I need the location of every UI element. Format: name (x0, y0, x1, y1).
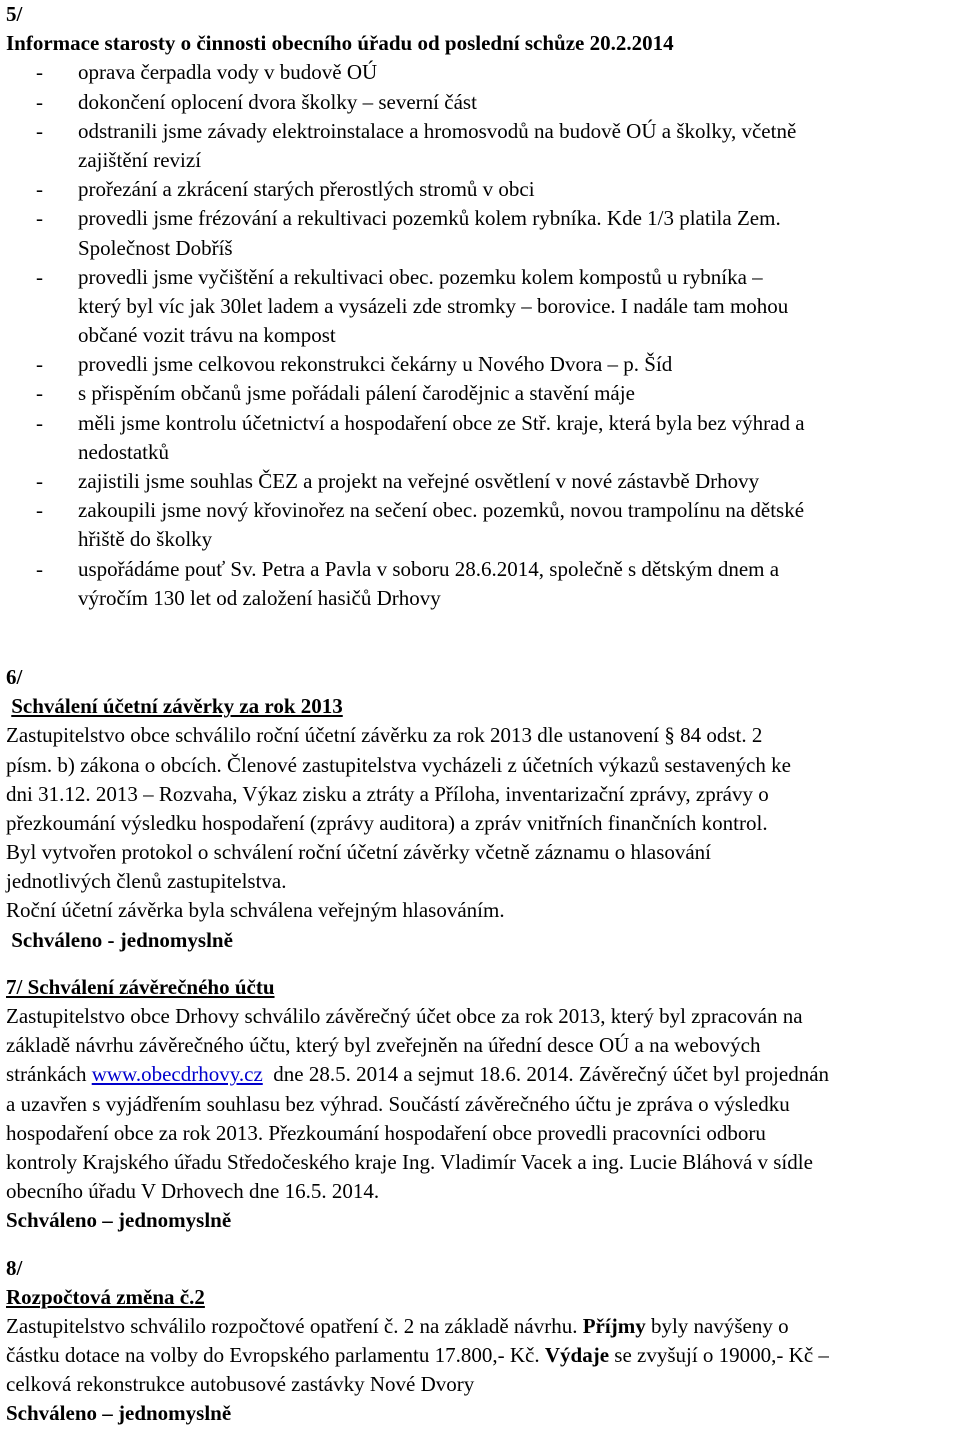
spacer (6, 1236, 958, 1254)
list-dash: - (36, 206, 43, 231)
section-5-number: 5/ (6, 2, 23, 26)
section-8-line2-pre: částku dotace na volby do Evropského parlamentu 17.800,- Kč. (6, 1343, 545, 1368)
paragraph-line: dni 31.12. 2013 – Rozvaha, Výkaz zisku a ztráty a Příloha, inventarizační zprávy, zprávy o (6, 781, 769, 806)
list-dash: - (36, 469, 43, 493)
list-item-line: zakoupili jsme nový křovinořez na sečení obec. pozemků, novou trampolínu na dětské (78, 498, 805, 523)
list-dash: - (36, 352, 43, 377)
list-item (6, 88, 958, 117)
section-8 (6, 1254, 958, 1429)
list-dash: - (36, 264, 43, 289)
paragraph-line: a uzavřen s vyjádřením souhlasu bez výhrad. Součástí závěrečného účtu je zpráva o výsledku (6, 1091, 790, 1116)
list-item (6, 58, 958, 87)
paragraph-line: Zastupitelstvo obce Drhovy schválilo závěrečný účet obce za rok 2013, který byl zpracován na (6, 1004, 803, 1028)
section-8-line2-post: se zvyšují o 19000,- Kč – (609, 1343, 829, 1368)
document-page (6, 0, 958, 1429)
list-item-line: výročím 130 let od založení hasičů Drhovy (78, 585, 441, 610)
website-link[interactable]: www.obecdrhovy.cz (91, 1062, 263, 1087)
paragraph-line: hospodaření obce za rok 2013. Přezkoumání hospodaření obce provedli pracovníci odboru (6, 1120, 766, 1145)
section-7-body-1 (6, 1002, 958, 1060)
list-item (6, 350, 958, 379)
list-dash: - (36, 556, 43, 581)
list-dash: - (36, 381, 43, 406)
section-5 (6, 0, 958, 613)
spacer (6, 613, 958, 663)
list-item-line: provedli jsme celkovou rekonstrukci čekárny u Nového Dvora – p. Šíd (78, 352, 673, 377)
list-item (6, 467, 958, 496)
list-item-line: nedostatků (78, 439, 169, 464)
section-7-line3-pre: stránkách (6, 1062, 92, 1087)
paragraph-line: kontroly Krajského úřadu Středočeského kraje Ing. Vladimír Vacek a ing. Lucie Bláhová v sídle (6, 1149, 813, 1174)
list-dash: - (36, 60, 43, 85)
prijmy-label: Příjmy (582, 1313, 646, 1338)
list-item-line: provedli jsme frézování a rekultivaci pozemků kolem rybníka. Kde 1/3 platila Zem. (78, 206, 781, 231)
list-item-line: prořezání a zkrácení starých přerostlých stromů v obci (78, 177, 535, 202)
section-6-number: 6/ (6, 664, 23, 689)
list-item-line: který byl víc jak 30let ladem a vysázeli zde stromky – borovice. I nadále tam mohou (78, 293, 789, 318)
list-item-line: občané vozit trávu na kompost (78, 323, 336, 348)
list-item-line: s přispěním občanů jsme pořádali pálení čarodějnic a stavění máje (78, 381, 635, 406)
section-7-link-line (6, 1060, 958, 1089)
list-item-line: hřiště do školky (78, 527, 213, 552)
list-item-line: uspořádáme pouť Sv. Petra a Pavla v soboru 28.6.2014, společně s dětským dnem a (78, 556, 780, 581)
paragraph-line: jednotlivých členů zastupitelstva. (6, 869, 287, 894)
section-6-heading: Schválení účetní závěrky za rok 2013 (11, 694, 343, 719)
paragraph-line: Zastupitelstvo obce schválilo roční účetní závěrku za rok 2013 dle ustanovení § 84 odst. 2 (6, 723, 763, 748)
section-8-line-3: celková rekonstrukce autobusové zastávky Nové Dvory (6, 1372, 475, 1397)
list-item-line: zajištění revizí (78, 147, 202, 172)
list-item (6, 555, 958, 613)
list-dash: - (36, 89, 43, 114)
paragraph-line: písm. b) zákona o obcích. Členové zastupitelstva vycházeli z účetních výkazů sestavených ke (6, 752, 791, 777)
list-item (6, 117, 958, 175)
paragraph-line: základě návrhu závěrečného účtu, který byl zveřejněn na úřední desce OÚ a na webových (6, 1033, 761, 1058)
section-7-line3-post: dne 28.5. 2014 a sejmut 18.6. 2014. Závěrečný účet byl projednán (262, 1062, 830, 1087)
section-6-heading-line (6, 692, 958, 721)
section-8-result: Schváleno – jednomyslně (6, 1401, 232, 1426)
list-item (6, 379, 958, 408)
list-item-line: Společnost Dobříš (78, 235, 233, 260)
paragraph-line: Roční účetní závěrka byla schválena veřejným hlasováním. (6, 898, 505, 923)
list-dash: - (36, 177, 43, 202)
section-6-body (6, 721, 958, 925)
paragraph-line: Byl vytvořen protokol o schválení roční účetní závěrky včetně záznamu o hlasování (6, 840, 712, 865)
list-dash: - (36, 410, 43, 435)
paragraph-line: obecního úřadu V Drhovech dne 16.5. 2014. (6, 1179, 380, 1204)
list-item-line: dokončení oplocení dvora školky – severní část (78, 89, 477, 114)
section-6-result-text: Schváleno - jednomyslně (11, 927, 233, 952)
list-item-line: měli jsme kontrolu účetnictví a hospodaření obce ze Stř. kraje, která byla bez výhrad a (78, 410, 805, 435)
list-item-line: provedli jsme vyčištění a rekultivaci obec. pozemku kolem kompostů u rybníka – (78, 264, 763, 289)
section-8-line-1 (6, 1312, 958, 1341)
paragraph-line: přezkoumání výsledku hospodaření (zprávy auditora) a zpráv vnitřních finančních kontrol. (6, 810, 768, 835)
list-item-line: oprava čerpadla vody v budově OÚ (78, 60, 378, 85)
section-8-number: 8/ (6, 1255, 23, 1280)
list-item (6, 409, 958, 467)
section-5-list (6, 58, 958, 613)
list-item (6, 204, 958, 262)
section-5-heading: Informace starosty o činnosti obecního úřadu od poslední schůze 20.2.2014 (6, 31, 674, 56)
section-8-line1-post: byly navýšeny o (645, 1313, 789, 1338)
section-8-line-2 (6, 1341, 958, 1370)
spacer (6, 955, 958, 973)
list-item-line: odstranili jsme závady elektroinstalace a hromosvodů na budově OÚ a školky, včetně (78, 118, 797, 143)
section-7-heading: 7/ Schválení závěrečného účtu (6, 974, 275, 999)
section-7-body-2 (6, 1090, 958, 1207)
section-6 (6, 663, 958, 955)
section-8-heading: Rozpočtová změna č.2 (6, 1284, 205, 1309)
list-item (6, 496, 958, 554)
list-item (6, 263, 958, 351)
vydaje-label: Výdaje (544, 1343, 610, 1368)
list-item (6, 175, 958, 204)
section-8-line1-text: Zastupitelstvo schválilo rozpočtové opatření č. 2 na základě návrhu. (6, 1313, 583, 1338)
section-7 (6, 973, 958, 1236)
section-6-result (6, 926, 958, 955)
list-item-line: zajistili jsme souhlas ČEZ a projekt na veřejné osvětlení v nové zástavbě Drhovy (78, 469, 760, 493)
section-7-result: Schváleno – jednomyslně (6, 1208, 232, 1233)
list-dash: - (36, 118, 43, 143)
list-dash: - (36, 498, 43, 523)
